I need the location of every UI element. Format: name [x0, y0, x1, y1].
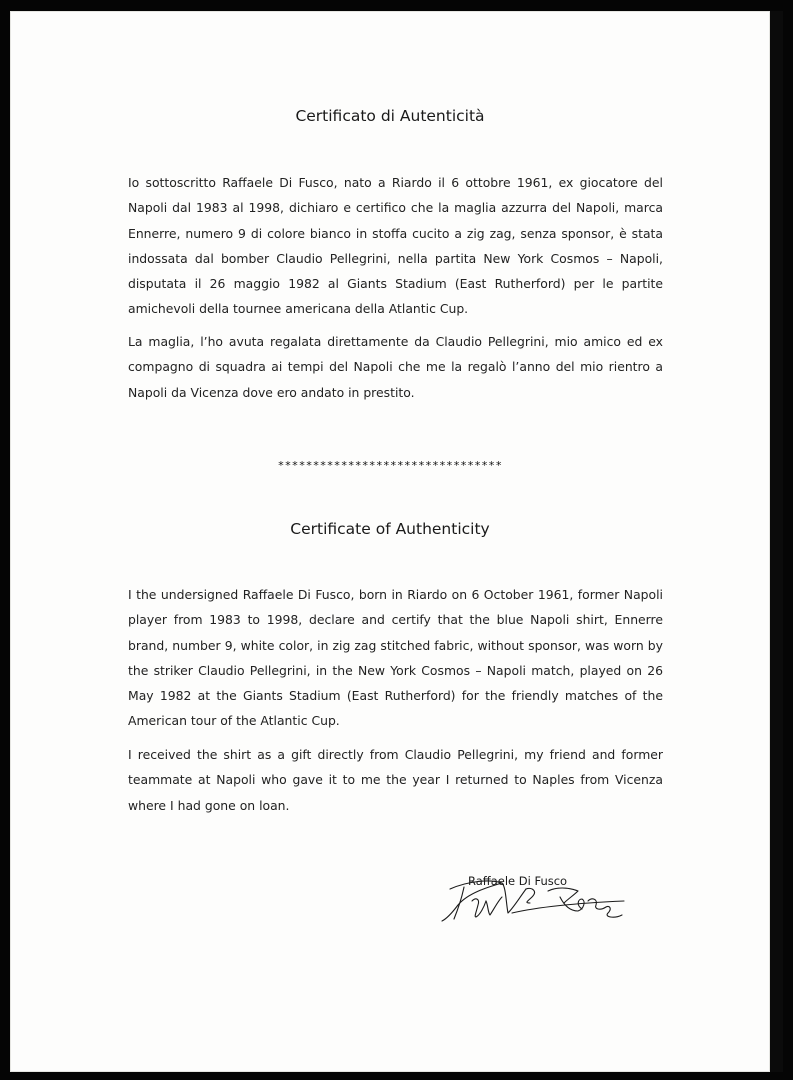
italian-title: Certificato di Autenticità: [295, 107, 485, 125]
english-paragraph-1: I the undersigned Raffaele Di Fusco, born in Riardo on 6 October 1961, former Napoli player from 1983 to 1998, declare and certify that the blue Napoli shirt, Ennerre brand, number 9, white color, in zig zag stitched fabric, without sponsor, was worn by the striker Claudio Pellegrini, in the New York Cosmos – Napoli match, played on 26 May 1982 at the Giants Stadium (East Rutherford) for the friendly matches of the American tour of the Atlantic Cup.: [128, 587, 663, 729]
page-edge-shadow: [770, 11, 783, 1072]
handwritten-signature: [428, 861, 628, 931]
english-paragraph-2: I received the shirt as a gift directly from Claudio Pellegrini, my friend and former teammate at Napoli who gave it to me the year I returned to Naples from Vicenza where I had gone on loan.: [128, 747, 663, 813]
section-divider: ********************************: [277, 459, 503, 472]
english-title: Certificate of Authenticity: [290, 520, 490, 538]
signature-typed-name: Raffaele Di Fusco: [468, 874, 568, 888]
italian-paragraph-1: Io sottoscritto Raffaele Di Fusco, nato a Riardo il 6 ottobre 1961, ex giocatore del Napoli dal 1983 al 1998, dichiaro e certifico che la maglia azzurra del Napoli, marca Ennerre, numero 9 di colore bianco in stoffa cucito a zig zag, senza sponsor, è stata indossata dal bomber Claudio Pellegrini, nella partita New York Cosmos – Napoli, disputata il 26 maggio 1982 al Giants Stadium (East Rutherford) per le partite amichevoli della tournee americana della Atlantic Cup.: [128, 175, 663, 317]
signature-block: [428, 861, 628, 931]
certificate-page: [10, 11, 770, 1072]
italian-paragraph-2: La maglia, l’ho avuta regalata direttamente da Claudio Pellegrini, mio amico ed ex compagno di squadra ai tempi del Napoli che me la regalò l’anno del mio rientro a Napoli da Vicenza dove ero andato in prestito.: [128, 334, 663, 400]
